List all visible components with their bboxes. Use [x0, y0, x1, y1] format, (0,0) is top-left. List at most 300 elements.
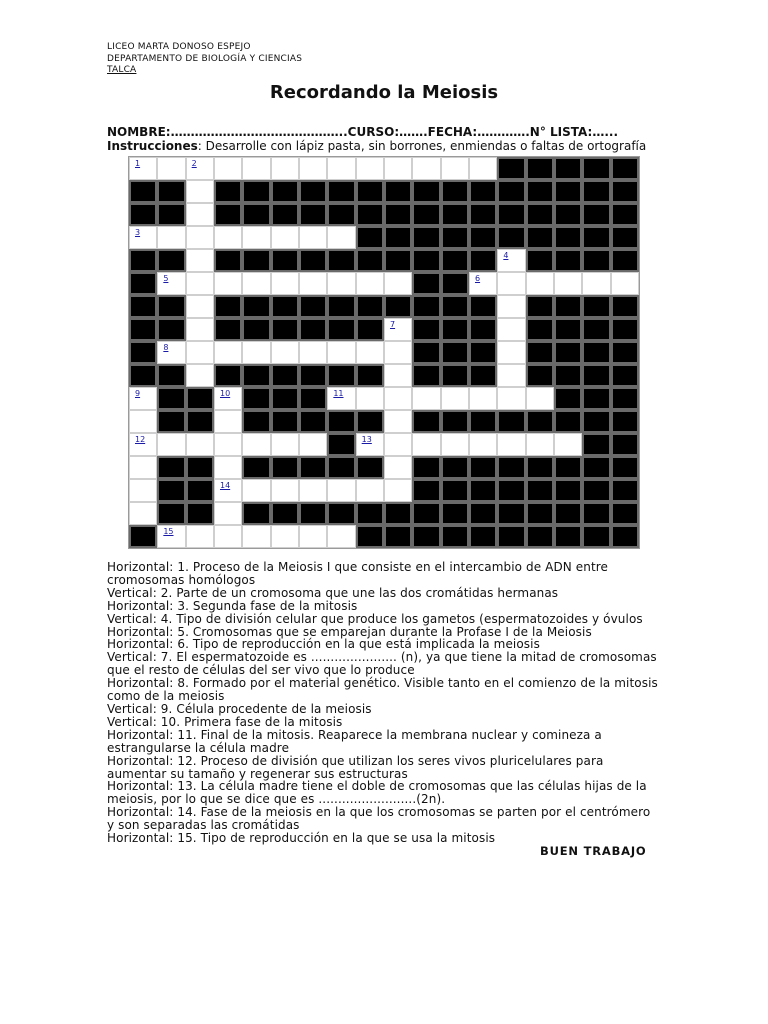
crossword-block-cell: [582, 249, 610, 272]
crossword-input-cell[interactable]: [327, 525, 355, 548]
crossword-input-cell[interactable]: [129, 410, 157, 433]
crossword-block-cell: [271, 295, 299, 318]
clue-number: 3: [135, 228, 141, 237]
crossword-block-cell: [186, 387, 214, 410]
crossword-block-cell: [441, 203, 469, 226]
crossword-block-cell: [526, 180, 554, 203]
crossword-block-cell: [526, 249, 554, 272]
crossword-block-cell: [611, 341, 639, 364]
crossword-input-cell[interactable]: [582, 272, 610, 295]
page-title: Recordando la Meiosis: [269, 82, 499, 103]
crossword-input-cell[interactable]: [214, 502, 242, 525]
crossword-input-cell[interactable]: [186, 249, 214, 272]
crossword-input-cell[interactable]: [356, 272, 384, 295]
crossword-block-cell: [554, 525, 582, 548]
crossword-block-cell: [441, 226, 469, 249]
crossword-input-cell[interactable]: [356, 387, 384, 410]
crossword-block-cell: [554, 410, 582, 433]
crossword-input-cell[interactable]: [497, 433, 525, 456]
crossword-block-cell: [582, 295, 610, 318]
clue-number: 9: [135, 389, 141, 398]
crossword-input-cell[interactable]: [526, 387, 554, 410]
crossword-input-cell[interactable]: [469, 433, 497, 456]
crossword-input-cell[interactable]: [242, 226, 270, 249]
crossword-block-cell: [356, 410, 384, 433]
crossword-block-cell: [214, 318, 242, 341]
crossword-block-cell: [242, 387, 270, 410]
crossword-block-cell: [469, 226, 497, 249]
crossword-input-cell[interactable]: [214, 456, 242, 479]
crossword-block-cell: [554, 456, 582, 479]
clue-line: Horizontal: 13. La célula madre tiene el doble de cromosomas que las células hijas de la: [107, 779, 647, 794]
crossword-input-cell[interactable]: [356, 157, 384, 180]
clue-line: Horizontal: 8. Formado por el material genético. Visible tanto en el comienzo de la mitosis: [107, 676, 658, 691]
crossword-input-cell[interactable]: [186, 295, 214, 318]
crossword-input-cell[interactable]: [497, 387, 525, 410]
clue-line: meiosis, por lo que se dice que es .........................(2n).: [107, 792, 446, 807]
crossword-block-cell: [582, 479, 610, 502]
crossword-input-cell[interactable]: [554, 433, 582, 456]
crossword-input-cell[interactable]: [497, 341, 525, 364]
clue-number: 8: [163, 343, 169, 352]
clue-line: Horizontal: 5. Cromosomas que se emparejan durante la Profase I de la Meiosis: [107, 624, 592, 639]
crossword-block-cell: [242, 249, 270, 272]
crossword-input-cell[interactable]: [327, 479, 355, 502]
crossword-input-cell[interactable]: [186, 180, 214, 203]
crossword-block-cell: [214, 364, 242, 387]
city-name: TALCA: [107, 65, 137, 75]
crossword-input-cell[interactable]: [271, 157, 299, 180]
crossword-block-cell: [526, 341, 554, 364]
crossword-block-cell: [611, 318, 639, 341]
crossword-block-cell: [469, 295, 497, 318]
crossword-input-cell[interactable]: [554, 272, 582, 295]
crossword-input-cell[interactable]: [497, 295, 525, 318]
crossword-input-cell[interactable]: [497, 272, 525, 295]
crossword-block-cell: [412, 525, 440, 548]
crossword-input-cell[interactable]: [157, 226, 185, 249]
crossword-block-cell: [186, 479, 214, 502]
crossword-block-cell: [412, 180, 440, 203]
crossword-block-cell: [469, 318, 497, 341]
clue-line: aumentar su tamaño y regenerar sus estructuras: [107, 766, 408, 781]
crossword-block-cell: [611, 226, 639, 249]
crossword-block-cell: [214, 295, 242, 318]
crossword-block-cell: [356, 456, 384, 479]
crossword-input-cell[interactable]: [157, 157, 185, 180]
crossword-input-cell[interactable]: [299, 272, 327, 295]
crossword-block-cell: [271, 410, 299, 433]
crossword-block-cell: [356, 203, 384, 226]
crossword-block-cell: [327, 249, 355, 272]
crossword-input-cell[interactable]: [271, 479, 299, 502]
crossword-block-cell: [271, 249, 299, 272]
crossword-input-cell[interactable]: [129, 387, 157, 410]
crossword-input-cell[interactable]: [469, 157, 497, 180]
crossword-block-cell: [214, 180, 242, 203]
crossword-input-cell[interactable]: [186, 433, 214, 456]
crossword-input-cell[interactable]: [497, 318, 525, 341]
crossword-input-cell[interactable]: [186, 272, 214, 295]
crossword-input-cell[interactable]: [129, 479, 157, 502]
crossword-input-cell[interactable]: [129, 157, 157, 180]
crossword-block-cell: [384, 226, 412, 249]
crossword-block-cell: [299, 387, 327, 410]
crossword-block-cell: [412, 341, 440, 364]
crossword-input-cell[interactable]: [497, 364, 525, 387]
crossword-input-cell[interactable]: [157, 525, 185, 548]
crossword-input-cell[interactable]: [469, 387, 497, 410]
crossword-input-cell[interactable]: [497, 249, 525, 272]
clue-number: 1: [135, 159, 141, 168]
crossword-input-cell[interactable]: [441, 157, 469, 180]
school-name: LICEO MARTA DONOSO ESPEJO: [107, 42, 251, 52]
crossword-block-cell: [554, 203, 582, 226]
crossword-block-cell: [271, 364, 299, 387]
crossword-input-cell[interactable]: [242, 433, 270, 456]
crossword-block-cell: [554, 341, 582, 364]
crossword-input-cell[interactable]: [214, 433, 242, 456]
crossword-input-cell[interactable]: [384, 433, 412, 456]
crossword-block-cell: [554, 226, 582, 249]
crossword-input-cell[interactable]: [441, 387, 469, 410]
crossword-input-cell[interactable]: [299, 157, 327, 180]
crossword-block-cell: [441, 525, 469, 548]
crossword-block-cell: [384, 525, 412, 548]
crossword-block-cell: [526, 410, 554, 433]
crossword-block-cell: [129, 249, 157, 272]
crossword-block-cell: [497, 157, 525, 180]
crossword-block-cell: [554, 502, 582, 525]
crossword-input-cell[interactable]: [186, 364, 214, 387]
clue-line: estrangularse la célula madre: [107, 740, 290, 755]
crossword-block-cell: [412, 456, 440, 479]
crossword-block-cell: [469, 364, 497, 387]
crossword-input-cell[interactable]: [412, 387, 440, 410]
crossword-block-cell: [611, 525, 639, 548]
crossword-input-cell[interactable]: [299, 226, 327, 249]
crossword-input-cell[interactable]: [356, 341, 384, 364]
crossword-input-cell[interactable]: [412, 157, 440, 180]
school-header: [107, 42, 302, 77]
crossword-block-cell: [582, 525, 610, 548]
crossword-input-cell[interactable]: [214, 479, 242, 502]
crossword-input-cell[interactable]: [186, 341, 214, 364]
clue-number: 13: [361, 435, 372, 444]
clue-line: y son separadas las cromátidas: [107, 818, 300, 833]
crossword-block-cell: [469, 341, 497, 364]
crossword-block-cell: [441, 318, 469, 341]
crossword-block-cell: [356, 180, 384, 203]
crossword-block-cell: [214, 203, 242, 226]
crossword-block-cell: [271, 203, 299, 226]
crossword-input-cell[interactable]: [157, 341, 185, 364]
crossword-block-cell: [412, 410, 440, 433]
crossword-input-cell[interactable]: [214, 410, 242, 433]
crossword-block-cell: [441, 180, 469, 203]
crossword-block-cell: [129, 318, 157, 341]
crossword-input-cell[interactable]: [157, 433, 185, 456]
crossword-block-cell: [384, 203, 412, 226]
crossword-block-cell: [299, 249, 327, 272]
clue-line: que el resto de células del ser vivo que lo produce: [107, 663, 415, 678]
clue-number: 10: [220, 389, 231, 398]
crossword-block-cell: [441, 364, 469, 387]
crossword-block-cell: [356, 502, 384, 525]
crossword-input-cell[interactable]: [271, 525, 299, 548]
crossword-input-cell[interactable]: [299, 479, 327, 502]
crossword-block-cell: [242, 502, 270, 525]
crossword-block-cell: [469, 410, 497, 433]
clue-number: 12: [135, 435, 146, 444]
crossword-block-cell: [412, 502, 440, 525]
crossword-block-cell: [412, 295, 440, 318]
crossword-block-cell: [356, 295, 384, 318]
crossword-block-cell: [611, 364, 639, 387]
crossword-block-cell: [611, 479, 639, 502]
instructions-text: : Desarrolle con lápiz pasta, sin borrones, enmiendas o faltas de ortografía: [197, 139, 647, 153]
crossword-block-cell: [271, 387, 299, 410]
crossword-block-cell: [356, 364, 384, 387]
crossword-input-cell[interactable]: [384, 479, 412, 502]
crossword-block-cell: [327, 502, 355, 525]
crossword-input-cell[interactable]: [242, 525, 270, 548]
crossword-block-cell: [526, 364, 554, 387]
crossword-input-cell[interactable]: [186, 318, 214, 341]
crossword-block-cell: [611, 157, 639, 180]
crossword-block-cell: [469, 525, 497, 548]
crossword-block-cell: [611, 456, 639, 479]
crossword-block-cell: [554, 295, 582, 318]
crossword-block-cell: [441, 295, 469, 318]
crossword-input-cell[interactable]: [129, 502, 157, 525]
crossword-block-cell: [526, 203, 554, 226]
crossword-block-cell: [554, 180, 582, 203]
clue-line: Horizontal: 1. Proceso de la Meiosis I que consiste en el intercambio de ADN entre: [107, 560, 609, 574]
crossword-input-cell[interactable]: [242, 157, 270, 180]
clue-number: 15: [163, 527, 174, 536]
student-info-line: NOMBRE:……………………………………..CURSO:…….FECHA:………….N° LISTA:…...: [107, 125, 619, 139]
crossword-block-cell: [271, 456, 299, 479]
crossword-block-cell: [157, 180, 185, 203]
clue-number: 2: [191, 159, 197, 168]
crossword-block-cell: [497, 525, 525, 548]
crossword-block-cell: [327, 203, 355, 226]
crossword-block-cell: [242, 295, 270, 318]
crossword-block-cell: [129, 295, 157, 318]
crossword-block-cell: [611, 433, 639, 456]
crossword-block-cell: [356, 249, 384, 272]
crossword-input-cell[interactable]: [299, 341, 327, 364]
crossword-input-cell[interactable]: [214, 272, 242, 295]
crossword-block-cell: [554, 364, 582, 387]
crossword-block-cell: [412, 318, 440, 341]
clue-list: [107, 561, 667, 845]
crossword-block-cell: [384, 180, 412, 203]
crossword-block-cell: [384, 249, 412, 272]
crossword-input-cell[interactable]: [384, 364, 412, 387]
crossword-block-cell: [299, 456, 327, 479]
crossword-input-cell[interactable]: [441, 433, 469, 456]
crossword-block-cell: [157, 502, 185, 525]
crossword-input-cell[interactable]: [384, 272, 412, 295]
crossword-input-cell[interactable]: [271, 341, 299, 364]
crossword-input-cell[interactable]: [327, 272, 355, 295]
crossword-block-cell: [611, 387, 639, 410]
crossword-input-cell[interactable]: [214, 525, 242, 548]
crossword-input-cell[interactable]: [327, 226, 355, 249]
crossword-input-cell[interactable]: [412, 433, 440, 456]
instructions-label: Instrucciones: [107, 139, 198, 153]
crossword-block-cell: [356, 226, 384, 249]
crossword-block-cell: [582, 433, 610, 456]
crossword-block-cell: [582, 387, 610, 410]
instructions: [107, 139, 646, 153]
crossword-block-cell: [327, 364, 355, 387]
crossword-input-cell[interactable]: [384, 387, 412, 410]
crossword-input-cell[interactable]: [242, 341, 270, 364]
crossword-block-cell: [129, 341, 157, 364]
crossword-block-cell: [497, 479, 525, 502]
crossword-block-cell: [129, 525, 157, 548]
crossword-block-cell: [214, 249, 242, 272]
crossword-input-cell[interactable]: [129, 226, 157, 249]
crossword-input-cell[interactable]: [214, 341, 242, 364]
crossword-block-cell: [129, 364, 157, 387]
crossword-block-cell: [412, 364, 440, 387]
crossword-input-cell[interactable]: [384, 318, 412, 341]
clue-line: Vertical: 2. Parte de un cromosoma que une las dos cromátidas hermanas: [107, 585, 559, 600]
crossword-block-cell: [157, 410, 185, 433]
crossword-input-cell[interactable]: [242, 272, 270, 295]
crossword-block-cell: [327, 180, 355, 203]
crossword-input-cell[interactable]: [299, 525, 327, 548]
crossword-block-cell: [582, 410, 610, 433]
crossword-input-cell[interactable]: [186, 157, 214, 180]
crossword-input-cell[interactable]: [384, 157, 412, 180]
crossword-block-cell: [611, 249, 639, 272]
crossword-block-cell: [582, 226, 610, 249]
crossword-input-cell[interactable]: [271, 226, 299, 249]
crossword-block-cell: [526, 226, 554, 249]
crossword-block-cell: [327, 318, 355, 341]
crossword-input-cell[interactable]: [327, 341, 355, 364]
crossword-block-cell: [554, 479, 582, 502]
crossword-block-cell: [271, 502, 299, 525]
crossword-block-cell: [157, 387, 185, 410]
crossword-input-cell[interactable]: [327, 157, 355, 180]
crossword-block-cell: [157, 364, 185, 387]
crossword-block-cell: [497, 180, 525, 203]
crossword-block-cell: [469, 203, 497, 226]
clue-line: cromosomas homólogos: [107, 572, 256, 587]
crossword-block-cell: [129, 272, 157, 295]
crossword-block-cell: [384, 502, 412, 525]
crossword-block-cell: [327, 456, 355, 479]
crossword-input-cell[interactable]: [384, 341, 412, 364]
clue-line: Vertical: 9. Célula procedente de la meiosis: [107, 701, 372, 716]
crossword-input-cell[interactable]: [327, 387, 355, 410]
crossword-block-cell: [526, 456, 554, 479]
crossword-block-cell: [554, 157, 582, 180]
crossword-block-cell: [299, 180, 327, 203]
crossword-input-cell[interactable]: [611, 272, 639, 295]
crossword-block-cell: [526, 318, 554, 341]
crossword-block-cell: [157, 479, 185, 502]
crossword-block-cell: [554, 318, 582, 341]
crossword-block-cell: [129, 203, 157, 226]
crossword-block-cell: [327, 433, 355, 456]
crossword-input-cell[interactable]: [526, 272, 554, 295]
crossword-input-cell[interactable]: [214, 387, 242, 410]
crossword-block-cell: [412, 249, 440, 272]
crossword-input-cell[interactable]: [526, 433, 554, 456]
crossword-input-cell[interactable]: [299, 433, 327, 456]
crossword-block-cell: [497, 410, 525, 433]
crossword-input-cell[interactable]: [356, 479, 384, 502]
crossword-input-cell[interactable]: [186, 525, 214, 548]
crossword-block-cell: [384, 295, 412, 318]
crossword-input-cell[interactable]: [469, 272, 497, 295]
crossword-block-cell: [526, 295, 554, 318]
crossword-input-cell[interactable]: [384, 410, 412, 433]
crossword-input-cell[interactable]: [242, 479, 270, 502]
crossword-input-cell[interactable]: [129, 456, 157, 479]
crossword-block-cell: [469, 249, 497, 272]
clue-line: como de la meiosis: [107, 689, 225, 704]
crossword-block-cell: [582, 157, 610, 180]
crossword-input-cell[interactable]: [214, 226, 242, 249]
crossword-block-cell: [582, 318, 610, 341]
crossword-block-cell: [611, 502, 639, 525]
clue-number: 11: [333, 389, 344, 398]
crossword-input-cell[interactable]: [186, 203, 214, 226]
crossword-input-cell[interactable]: [271, 433, 299, 456]
crossword-block-cell: [299, 502, 327, 525]
crossword-block-cell: [582, 203, 610, 226]
crossword-block-cell: [356, 525, 384, 548]
crossword-block-cell: [441, 456, 469, 479]
crossword-input-cell[interactable]: [129, 433, 157, 456]
crossword-block-cell: [441, 502, 469, 525]
clue-number: 7: [390, 320, 396, 329]
crossword-input-cell[interactable]: [271, 272, 299, 295]
crossword-block-cell: [242, 203, 270, 226]
crossword-input-cell[interactable]: [186, 226, 214, 249]
crossword-input-cell[interactable]: [214, 157, 242, 180]
crossword-block-cell: [412, 272, 440, 295]
crossword-input-cell[interactable]: [384, 456, 412, 479]
crossword-block-cell: [412, 226, 440, 249]
crossword-input-cell[interactable]: [157, 272, 185, 295]
crossword-block-cell: [242, 410, 270, 433]
crossword-block-cell: [497, 456, 525, 479]
clue-line: Horizontal: 3. Segunda fase de la mitosis: [107, 598, 358, 613]
crossword-block-cell: [186, 456, 214, 479]
crossword-block-cell: [299, 295, 327, 318]
crossword-block-cell: [186, 502, 214, 525]
crossword-input-cell[interactable]: [356, 433, 384, 456]
crossword-block-cell: [242, 364, 270, 387]
crossword-block-cell: [526, 502, 554, 525]
crossword-block-cell: [157, 456, 185, 479]
clue-number: 6: [475, 274, 481, 283]
clue-line: Horizontal: 12. Proceso de división que utilizan los seres vivos pluricelulares para: [107, 753, 604, 768]
crossword-block-cell: [186, 410, 214, 433]
crossword-block-cell: [582, 180, 610, 203]
crossword-block-cell: [441, 341, 469, 364]
crossword-block-cell: [271, 180, 299, 203]
